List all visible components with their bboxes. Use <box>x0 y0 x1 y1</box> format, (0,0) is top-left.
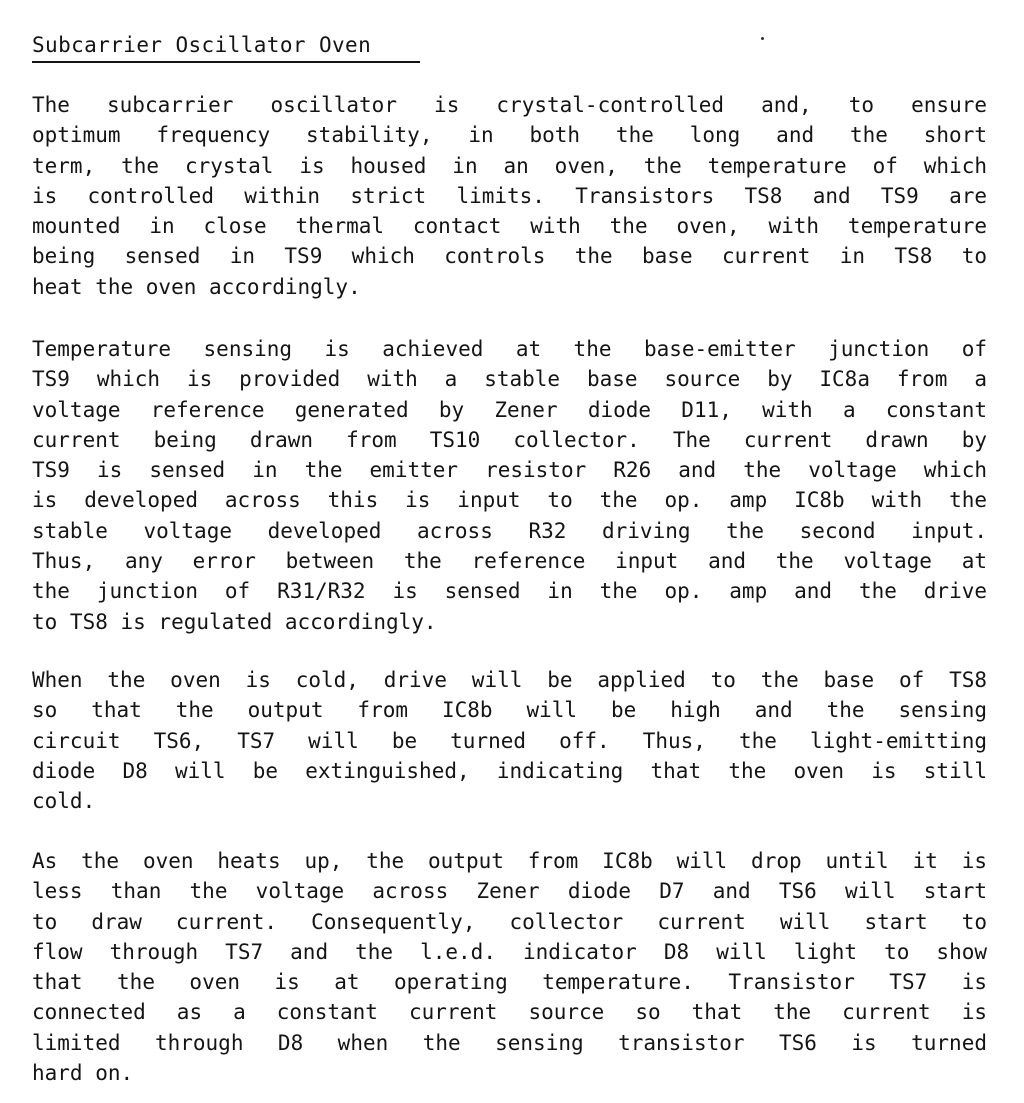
paragraph-4 <box>32 846 987 1088</box>
text-line: so that the output from IC8b will be high and the sensing <box>32 698 987 723</box>
text-line: is developed across this is input to the op. amp IC8b with the <box>32 488 987 513</box>
text-line: The subcarrier oscillator is crystal-controlled and, to ensure <box>32 93 987 117</box>
text-line: diode D8 will be extinguished, indicating that the oven is still <box>32 758 987 783</box>
text-line: voltage reference generated by Zener diode D11, with a constant <box>32 397 987 422</box>
text-line: hard on. <box>32 1061 134 1086</box>
text-line: Thus, any error between the reference input and the voltage at <box>32 549 987 574</box>
text-line: As the oven heats up, the output from IC8b will drop until it is <box>32 849 987 873</box>
section-heading: Subcarrier Oscillator Oven <box>32 33 372 57</box>
text-line: less than the voltage across Zener diode D7 and TS6 will start <box>32 879 987 904</box>
text-line: current being drawn from TS10 collector. The current drawn by <box>32 427 987 452</box>
text-line: flow through TS7 and the l.e.d. indicator D8 will light to show <box>32 939 987 964</box>
text-line: Temperature sensing is achieved at the base-emitter junction of <box>32 337 987 361</box>
text-line: TS9 is sensed in the emitter resistor R26 and the voltage which <box>32 458 987 483</box>
paragraph-3 <box>32 665 987 816</box>
text-line: is controlled within strict limits. Transistors TS8 and TS9 are <box>32 183 987 208</box>
heading-underline <box>32 61 420 63</box>
paragraph-2 <box>32 334 987 637</box>
text-line: When the oven is cold, drive will be applied to the base of TS8 <box>32 668 987 692</box>
text-line: to TS8 is regulated accordingly. <box>32 609 437 634</box>
text-line: being sensed in TS9 which controls the base current in TS8 to <box>32 244 987 269</box>
text-line: connected as a constant current source so that the current is <box>32 1000 987 1025</box>
text-line: heat the oven accordingly. <box>32 274 361 299</box>
text-line: term, the crystal is housed in an oven, the temperature of which <box>32 153 987 178</box>
paragraph-1 <box>32 90 987 302</box>
text-line: mounted in close thermal contact with the oven, with temperature <box>32 214 987 239</box>
text-line: circuit TS6, TS7 will be turned off. Thus, the light-emitting <box>32 728 987 753</box>
text-line: cold. <box>32 789 96 814</box>
text-line: that the oven is at operating temperature. Transistor TS7 is <box>32 970 987 995</box>
text-line: limited through D8 when the sensing transistor TS6 is turned <box>32 1030 987 1055</box>
text-line: stable voltage developed across R32 driving the second input. <box>32 518 987 543</box>
text-line: TS9 which is provided with a stable base source by IC8a from a <box>32 367 987 392</box>
text-line: the junction of R31/R32 is sensed in the op. amp and the drive <box>32 579 987 604</box>
scan-speck <box>761 37 764 40</box>
text-line: to draw current. Consequently, collector current will start to <box>32 909 987 934</box>
text-line: optimum frequency stability, in both the long and the short <box>32 123 987 148</box>
